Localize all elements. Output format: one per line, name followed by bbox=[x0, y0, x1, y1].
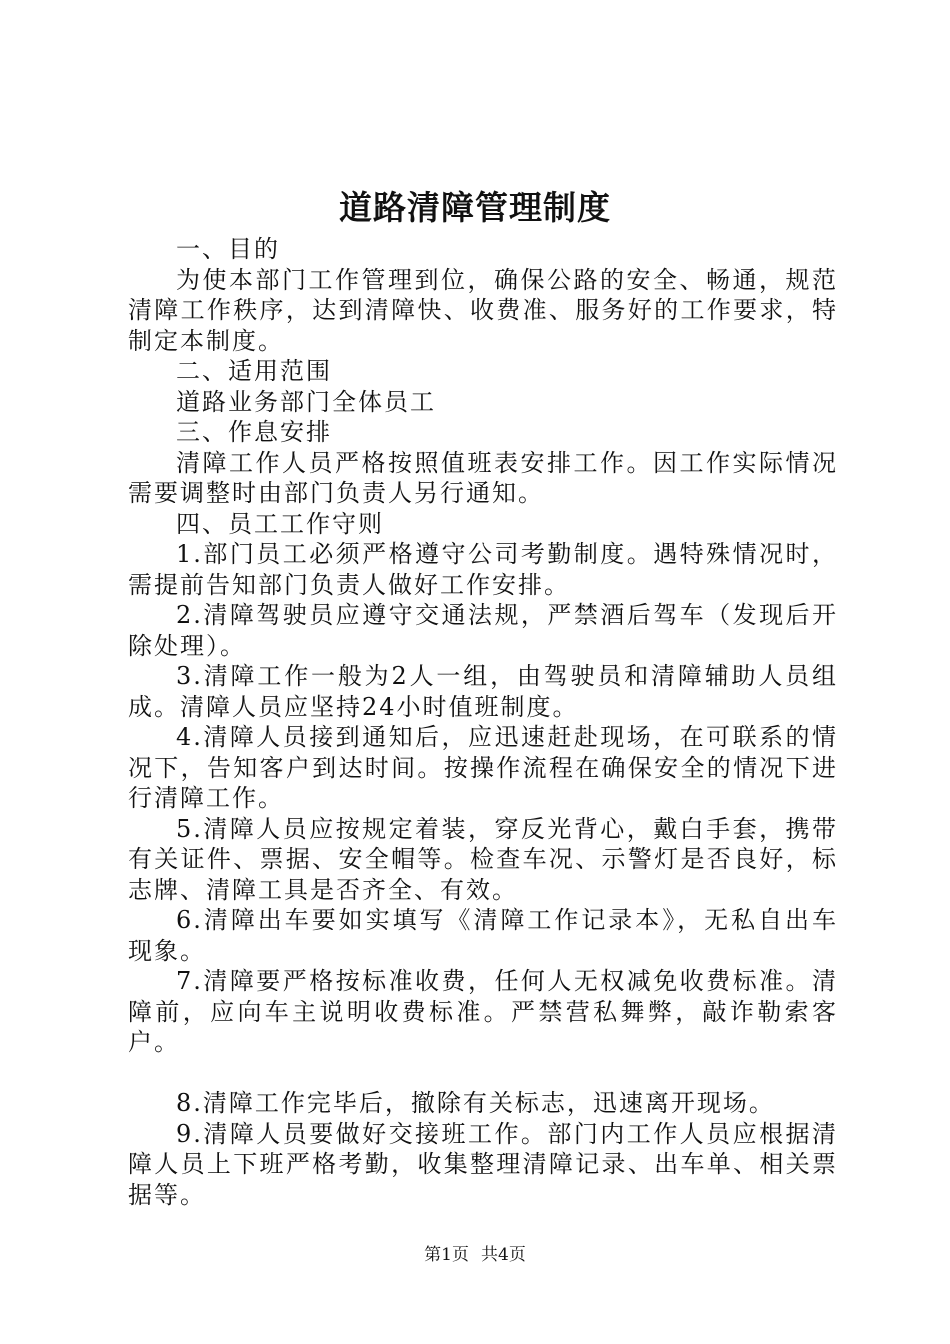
page-total: 共4页 bbox=[481, 1245, 526, 1265]
rule-item: 4.清障人员接到通知后，应迅速赶赴现场，在可联系的情况下，告知客户到达时间。按操作流程在确保安全的情况下进行清障工作。 bbox=[128, 723, 838, 812]
rule-item: 3.清障工作一般为2人一组，由驾驶员和清障辅助人员组成。清障人员应坚持24小时值班制度。 bbox=[128, 662, 838, 721]
paragraph-scope: 道路业务部门全体员工 bbox=[176, 387, 436, 416]
page-footer bbox=[0, 1243, 950, 1267]
heading-scope: 二、适用范围 bbox=[176, 357, 332, 385]
paragraph-purpose: 为使本部门工作管理到位，确保公路的安全、畅通，规范清障工作秩序，达到清障快、收费准、服务好的工作要求，特制定本制度。 bbox=[128, 265, 838, 355]
paragraph-schedule: 清障工作人员严格按照值班表安排工作。因工作实际情况需要调整时由部门负责人另行通知。 bbox=[128, 448, 838, 507]
rule-item: 7.清障要严格按标准收费，任何人无权减免收费标准。清障前，应向车主说明收费标准。严禁营私舞弊，敲诈勒索客户。 bbox=[128, 967, 838, 1056]
heading-rules: 四、员工工作守则 bbox=[176, 509, 384, 538]
document-body bbox=[128, 234, 838, 1210]
rule-item: 1.部门员工必须严格遵守公司考勤制度。遇特殊情况时，需提前告知部门负责人做好工作安排。 bbox=[128, 540, 838, 599]
document-title: 道路清障管理制度 bbox=[339, 188, 611, 227]
page-number: 第1页 bbox=[424, 1245, 469, 1265]
blank-line bbox=[128, 1058, 838, 1089]
rule-item: 8.清障工作完毕后，撤除有关标志，迅速离开现场。 bbox=[176, 1089, 775, 1117]
rule-item: 9.清障人员要做好交接班工作。部门内工作人员应根据清障人员上下班严格考勤，收集整理清障记录、出车单、相关票据等。 bbox=[128, 1119, 838, 1209]
rule-item: 5.清障人员应按规定着装，穿反光背心，戴白手套，携带有关证件、票据、安全帽等。检查车况、示警灯是否良好，标志牌、清障工具是否齐全、有效。 bbox=[128, 814, 838, 904]
rule-item: 2.清障驾驶员应遵守交通法规，严禁酒后驾车（发现后开除处理）。 bbox=[128, 601, 838, 660]
rule-item: 6.清障出车要如实填写《清障工作记录本》，无私自出车现象。 bbox=[128, 906, 838, 965]
heading-purpose: 一、目的 bbox=[176, 235, 280, 263]
heading-schedule: 三、作息安排 bbox=[176, 418, 332, 446]
